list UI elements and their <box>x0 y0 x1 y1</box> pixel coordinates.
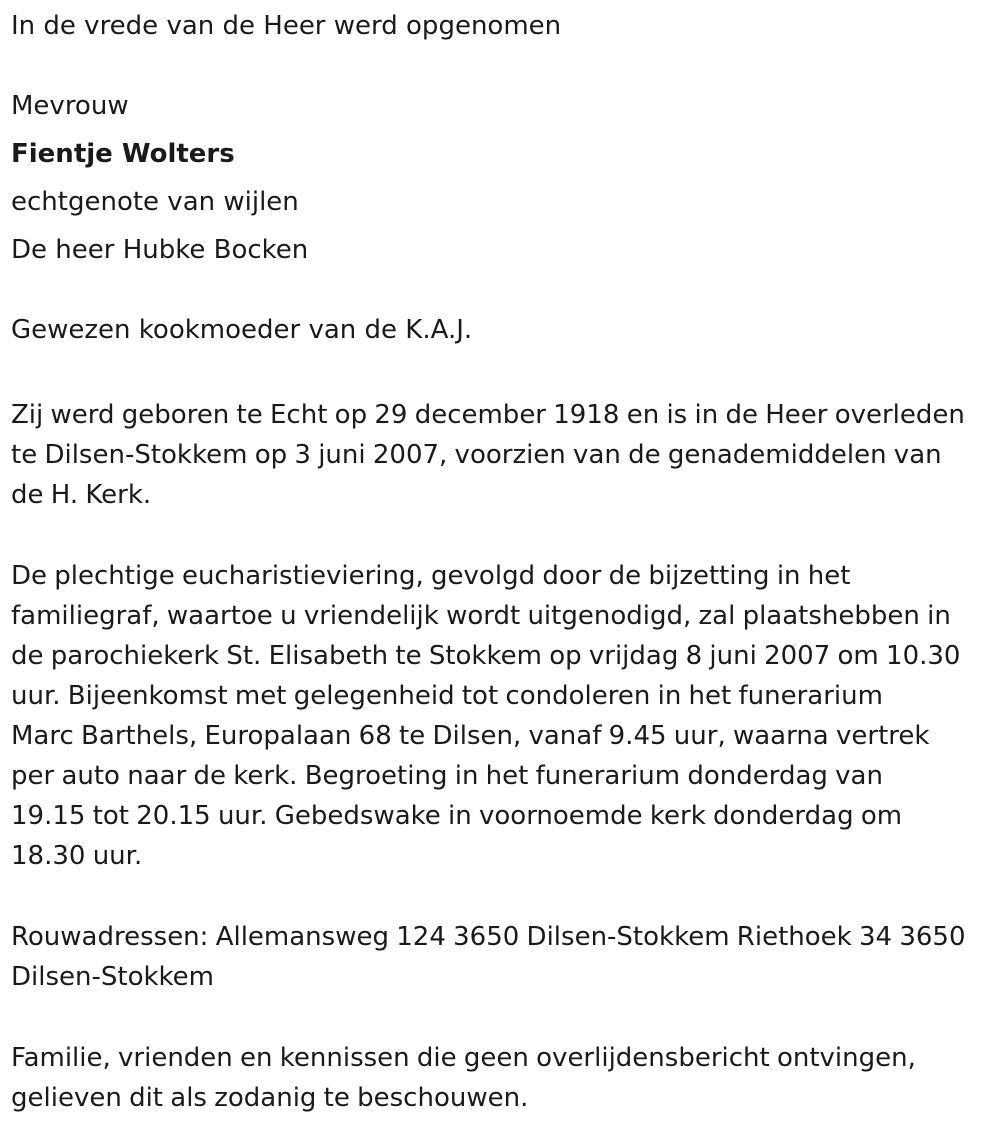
paragraph-line: 18.30 uur. <box>11 841 143 871</box>
paragraph-line: Familie, vrienden en kennissen die geen overlijdensbericht ontvingen, <box>11 1043 916 1073</box>
paragraph-line: Dilsen-Stokkem <box>11 962 214 992</box>
deceased-name: Fientje Wolters <box>11 139 235 169</box>
intro-line: In de vrede van de Heer werd opgenomen <box>11 11 562 41</box>
addresses-paragraph <box>11 917 996 997</box>
salutation: Mevrouw <box>11 91 129 121</box>
relation-line: echtgenote van wijlen <box>11 187 299 217</box>
paragraph-line: per auto naar de kerk. Begroeting in het funerarium donderdag van <box>11 761 883 791</box>
paragraph-line: Zij werd geboren te Echt op 29 december 1918 en is in de Heer overleden <box>11 400 965 430</box>
paragraph-line: te Dilsen-Stokkem op 3 juni 2007, voorzien van de genademiddelen van <box>11 440 942 470</box>
spouse-name: De heer Hubke Bocken <box>11 235 309 265</box>
paragraph-line: gelieven dit als zodanig te beschouwen. <box>11 1083 529 1113</box>
paragraph-line: de parochiekerk St. Elisabeth te Stokkem op vrijdag 8 juni 2007 om 10.30 <box>11 641 961 671</box>
paragraph-line: 19.15 tot 20.15 uur. Gebedswake in voornoemde kerk donderdag om <box>11 801 903 831</box>
paragraph-line: De plechtige eucharistieviering, gevolgd door de bijzetting in het <box>11 561 851 591</box>
obituary-notice <box>11 0 996 1118</box>
paragraph-line: familiegraf, waartoe u vriendelijk wordt uitgenodigd, zal plaatshebben in <box>11 601 951 631</box>
paragraph-line: uur. Bijeenkomst met gelegenheid tot condoleren in het funerarium <box>11 681 883 711</box>
closing-paragraph <box>11 1038 996 1118</box>
ceremony-paragraph <box>11 556 996 876</box>
paragraph-line: Rouwadressen: Allemansweg 124 3650 Dilsen-Stokkem Riethoek 34 3650 <box>11 922 966 952</box>
paragraph-line: Marc Barthels, Europalaan 68 te Dilsen, vanaf 9.45 uur, waarna vertrek <box>11 721 930 751</box>
birth-death-paragraph <box>11 395 996 515</box>
paragraph-line: de H. Kerk. <box>11 480 152 510</box>
role-line: Gewezen kookmoeder van de K.A.J. <box>11 315 473 345</box>
